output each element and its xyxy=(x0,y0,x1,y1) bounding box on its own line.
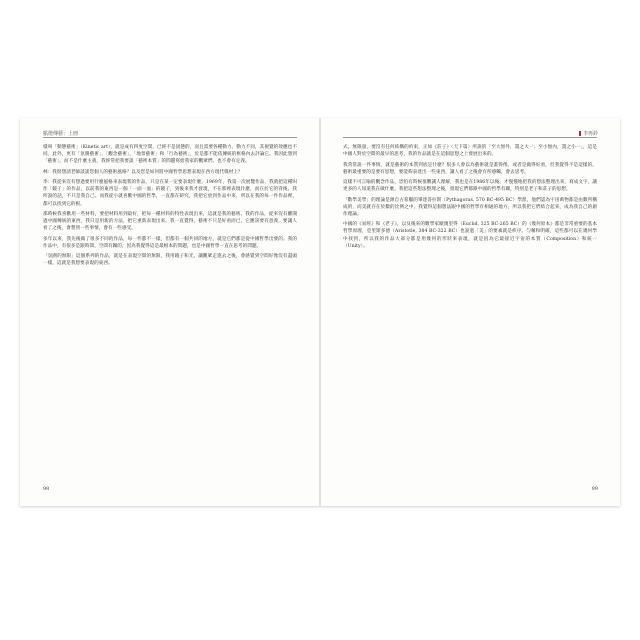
paragraph: 中國的《易經》和《老子》，以及後來的數學家歐幾里得（Euclid, 325 BC-265 BC）的《幾何原本》都是非常重要的基本哲學原理，亞里斯多德（Aristotle, 384 BC-322 BC）也說過「美」的要素就是秩序、勻稱和明確，這些都可以在幾何學中找到，所以我的作品大部分都是用幾何的形狀來表現，就是因為它最接近宇宙的本質（Composition）和統一（Unity）。 xyxy=(343,222,597,249)
paragraph: 那時候我喜歡用一些材料，要把材料用到最好，把每一種材料的特性表現出來，這就是我的藝術。我的作品，從來沒有離開過中國傳統的東西，我只是用新的方法，把它重新表現出來。我一直覺得，藝術不只是好看而已，它應該要有意義，要讓人看了之後，會想到一些事情，會有一些感受。 xyxy=(43,211,297,232)
paragraph: 「數學美學」的理論是源自古希臘的畢達哥拉斯（Pythagoras, 570 BC-495 BC）學派，他們認為宇宙萬物都是由數所構成的，而美就存在於數的比例之中。我覺得這個想法跟中國的哲學有相通的地方，所以我把它們結合起來，成為我自己的創作理論。 xyxy=(343,197,597,217)
paragraph: 我常常說一件事情，就是藝術的本質到底是什麼？很多人會以為藝術就是畫得像，或者是做得好看，但我覺得不是這樣的。藝術最重要的是要有思想，要能夠表達出一些東西，讓人看了之後會有所感觸，會去思考。 xyxy=(343,162,597,175)
paragraph: 多年以來，我先後做了很多不同的作品，每一件都不一樣，但都有一個共同的地方，就是它們都是從中國哲學出發的。我的作品中，有很多是跟時間、空間有關的，因為我覺得這是最根本的問題，也是中國哲學一直在思考的問題。 xyxy=(43,236,297,249)
left-page xyxy=(20,118,320,506)
paragraph: 式，無限量，要沒有任何結構的約束，正如《莊子》〈天下篇〉所說的「至大無外，謂之大一；至小無內，謂之小一」，這是中國人對於空間的最早的思考，我的作品就是在這個思想之上發展出來的。 xyxy=(343,145,597,158)
running-header-right xyxy=(579,130,598,137)
right-page xyxy=(320,118,620,506)
header-rule xyxy=(43,137,297,138)
header-mark xyxy=(579,131,581,136)
page-number-left: 98 xyxy=(43,486,50,492)
book-spread xyxy=(20,118,620,506)
page-number-right: 99 xyxy=(591,486,598,492)
paragraph: 樣叫「動態藝術」（Kinetic art），就是成有四度空間，已經不是固態的，而且需要各種動力。動力不同，其視覺的效應也不同。此外，更有「氛圍藝術」、「觀念藝術」、「地景藝術」和「行為藝術」，於是都不能依傳統的框格內去評論它。我因此想到「藝術」，而不是什麼主義，我經常把我要談「藝術本質」的問題寫給我家的觀眾們。也不會有定義。 xyxy=(43,145,297,165)
header-rule xyxy=(343,137,597,138)
paragraph: 「氛圍的無限」這個系列的作品，就是在表現空間的無限，我用鏡子和光，讓觀眾走進去之後，會感覺到空間好像沒有盡頭一樣，這就是我想要表現的東西。 xyxy=(43,254,297,267)
running-header-left: 點燈傳藝：上冊 xyxy=(43,131,79,137)
paragraph: 李：我從來沒有想過要用什麼風格來表現我的作品，只是在某一定要表現什麼。1969年，我第一次展覽作品，我就把這種叫作「鏡子」的作品，以前我的東西是一個「一面一面」的鏡子，到後來我才發現，不在那裡表現什麼，而在於它的背後，我所說的話，不只是我自己。而我從小就喜歡中國的哲學，一直都在研究，我把它放到作品中來，所以在我的每一件作品裡，都可以找到它的根。 xyxy=(43,180,297,207)
paragraph: 這樣不可言喻的觀念作品，恐怕有時候很難讓人理解，我也是在1986年以後，才慢慢地把我的想法整理出來，寫成文字，讓更多的人知道我在做什麼。我把這些想法整理之後，發現它們都跟中國的哲學有關，特別是老子和莊子的思想。 xyxy=(343,180,597,193)
paragraph: 林：我很想請老師談談您個人的藝術風格？以及您是如何將中國哲學思想表現在西方現代媒材上？ xyxy=(43,169,243,175)
running-header-right-text: 李再鈐 xyxy=(582,131,598,137)
left-body-text xyxy=(43,144,297,271)
right-body-text xyxy=(343,144,597,253)
